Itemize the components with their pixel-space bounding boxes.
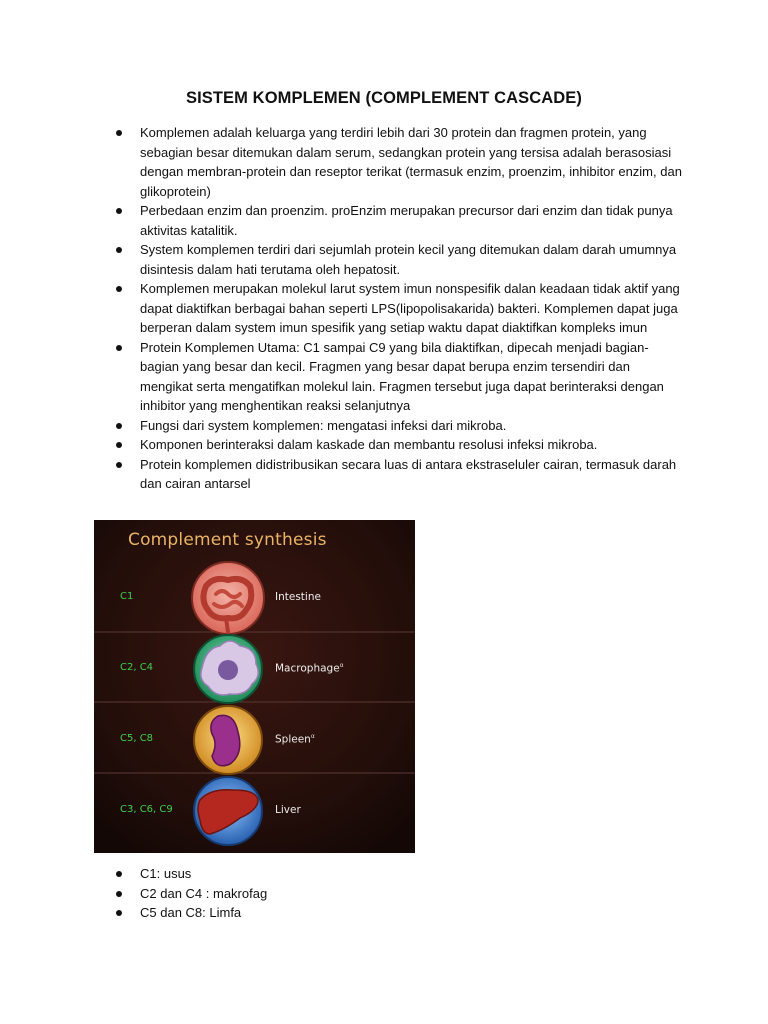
organ-label-liver: Liver [275,804,301,816]
spleen-icon [194,706,262,774]
list-item [112,435,682,455]
list-item [112,864,682,884]
list-item-text: Fungsi dari system komplemen: mengatasi infeksi dari mikroba. [140,417,507,433]
complement-synthesis-figure [94,520,415,853]
list-item-text: System komplemen terdiri dari sejumlah protein kecil yang ditemukan dalam darah umumnya disintesis dalam hati terutama oleh hepatosit. [140,242,677,277]
bullet-icon [116,130,122,136]
list-item-text: Protein Komplemen Utama: C1 sampai C9 yang bila diaktifkan, dipecah menjadi bagian-bagian yang besar dan kecil. Fragmen yang besar dapat berupa enzim tersendiri dan mengikat serta mengatifkan molekul lain. Fragmen tersebut juga dapat berinteraksi dengan inhibitor yang menghentikan reaksi selanjutnya [140,339,664,413]
list-item [112,201,682,240]
organ-label-macrophage [275,662,344,675]
bullet-icon [116,891,122,897]
intestine-icon [192,562,264,634]
list-item-text: C1: usus [140,866,192,881]
list-item [112,338,682,416]
components-label-spleen: C5, C8 [120,733,154,744]
link-icon: α [310,733,315,740]
organ-label-text: Spleen [275,733,311,746]
list-item-text: Komplemen merupakan molekul larut system imun nonspesifik dalan keadaan tidak aktif yang dapat diaktifkan berbagai bahan seperti LPS(lipopolisakarida) bakteri. Komplemen dapat juga berperan dalam system imun spesifik yang setiap waktu dapat diaktifkan kompleks imun [140,281,680,335]
list-item-text: C5 dan C8: Limfa [140,905,242,920]
organ-bullet-list [112,864,682,923]
list-item [112,903,682,923]
list-item-text: Protein komplemen didistribusikan secara luas di antara ekstraseluler cairan, termasuk darah dan cairan antarsel [140,456,677,491]
organ-label-intestine: Intestine [275,591,321,603]
components-label-intestine: C1 [120,591,134,602]
list-item [112,416,682,436]
bullet-icon [116,208,122,214]
list-item [112,455,682,494]
bullet-icon [116,871,122,877]
main-bullet-list [112,123,682,494]
bullet-icon [116,286,122,292]
bullet-icon [116,462,122,468]
list-item-text: Perbedaan enzim dan proenzim. proEnzim merupakan precursor dari enzim dan tidak punya aktivitas katalitik. [140,203,673,238]
list-item-text: Komplemen adalah keluarga yang terdiri lebih dari 30 protein dan fragmen protein, yang sebagian besar ditemukan dalam serum, sedangkan protein yang tersisa adalah berasosiasi dengan membran-protein dan reseptor terikat (termasuk enzim, proenzim, inhibitor enzim, dan glikoprotein) [140,125,682,199]
list-item [112,123,682,201]
figure-title: Complement synthesis [128,530,327,550]
bullet-icon [116,910,122,916]
liver-icon [194,777,262,845]
list-item-text: Komponen berinteraksi dalam kaskade dan membantu resolusi infeksi mikroba. [140,437,598,452]
organ-label-text: Macrophage [275,662,340,675]
list-item [112,884,682,904]
list-item [112,240,682,279]
page-title: SISTEM KOMPLEMEN (COMPLEMENT CASCADE) [185,89,583,107]
organ-label-spleen [275,733,315,746]
bullet-icon [116,345,122,351]
link-icon: α [339,662,344,669]
macrophage-icon [194,635,262,703]
components-label-macrophage: C2, C4 [120,662,154,673]
list-item-text: C2 dan C4 : makrofag [140,885,268,901]
bullet-icon [116,247,122,253]
bullet-icon [116,423,122,429]
list-item [112,279,682,338]
components-label-liver: C3, C6, C9 [120,804,173,815]
bullet-icon [116,442,122,448]
